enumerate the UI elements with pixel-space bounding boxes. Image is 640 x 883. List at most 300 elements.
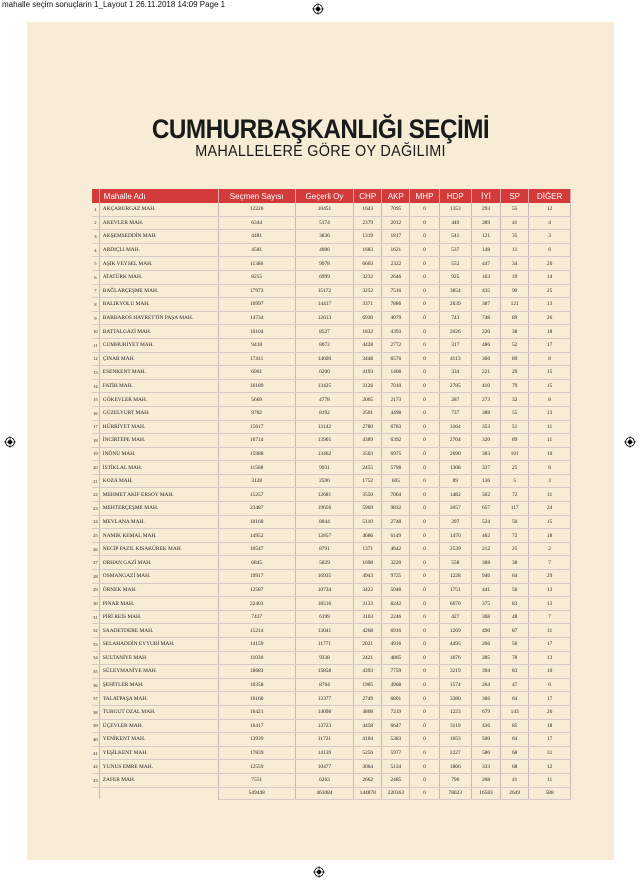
neighborhood-name: MEHMET AKİF ERSOY MAH. bbox=[99, 488, 218, 502]
table-cell: 264 bbox=[471, 678, 500, 692]
table-cell: 17839 bbox=[218, 746, 295, 760]
table-cell: 10547 bbox=[218, 542, 295, 556]
table-cell: 4581 bbox=[218, 243, 295, 257]
table-cell: 14098 bbox=[295, 705, 353, 719]
table-row bbox=[92, 270, 571, 284]
table-row bbox=[92, 284, 571, 298]
table-cell: 375 bbox=[471, 597, 500, 611]
total-cell: 2649 bbox=[501, 787, 529, 799]
table-cell: 0 bbox=[410, 610, 439, 624]
table-cell: 4642 bbox=[382, 542, 410, 556]
table-cell: 4498 bbox=[382, 406, 410, 420]
table-cell: 11 bbox=[529, 624, 571, 638]
table-cell: 25 bbox=[501, 542, 529, 556]
table-cell: 3128 bbox=[218, 474, 295, 488]
table-cell: 737 bbox=[439, 406, 471, 420]
table-cell: 8242 bbox=[382, 597, 410, 611]
table-cell: 15214 bbox=[218, 624, 295, 638]
table-cell: 4495 bbox=[439, 638, 471, 652]
table-cell: 17411 bbox=[218, 352, 295, 366]
table-cell: 6200 bbox=[295, 366, 353, 380]
table-cell: 6603 bbox=[354, 257, 382, 271]
table-cell: 2322 bbox=[382, 257, 410, 271]
table-cell: 6975 bbox=[382, 447, 410, 461]
table-cell: 18 bbox=[529, 325, 571, 339]
table-cell: 18 bbox=[529, 529, 571, 543]
neighborhood-name: YEŞİLKENT MAH. bbox=[99, 746, 218, 760]
table-cell: 0 bbox=[410, 678, 439, 692]
table-cell: 2704 bbox=[439, 434, 471, 448]
table-cell: 0 bbox=[410, 352, 439, 366]
table-cell: 6263 bbox=[295, 773, 353, 787]
row-number: 38 bbox=[92, 705, 99, 719]
table-row bbox=[92, 434, 571, 448]
table-cell: 26 bbox=[529, 705, 571, 719]
table-cell: 394 bbox=[471, 665, 500, 679]
table-cell: 9832 bbox=[382, 502, 410, 516]
table-cell: 19 bbox=[501, 270, 529, 284]
table-cell: 397 bbox=[439, 515, 471, 529]
neighborhood-name: İNCİRTEPE MAH. bbox=[99, 434, 218, 448]
neighborhood-name: YENİKENT MAH. bbox=[99, 733, 218, 747]
total-cell: 549448 bbox=[218, 787, 295, 799]
table-cell: 0 bbox=[410, 570, 439, 584]
table-cell: 41 bbox=[501, 216, 529, 230]
table-cell: 6783 bbox=[382, 420, 410, 434]
table-cell: 11 bbox=[529, 420, 571, 434]
table-cell: 748 bbox=[471, 311, 500, 325]
table-cell: 3064 bbox=[354, 760, 382, 774]
table-cell: 366 bbox=[471, 352, 500, 366]
neighborhood-name: ARDIÇLI MAH. bbox=[99, 243, 218, 257]
row-number: 11 bbox=[92, 338, 99, 352]
table-cell: 220 bbox=[471, 325, 500, 339]
table-cell: 101 bbox=[501, 447, 529, 461]
table-cell: 11721 bbox=[295, 733, 353, 747]
table-cell: 0 bbox=[410, 338, 439, 352]
table-cell: 1621 bbox=[382, 243, 410, 257]
table-cell: 3133 bbox=[354, 597, 382, 611]
row-number: 5 bbox=[92, 257, 99, 271]
table-cell: 4458 bbox=[354, 719, 382, 733]
row-number: 39 bbox=[92, 719, 99, 733]
table-cell: 427 bbox=[439, 610, 471, 624]
table-cell: 320 bbox=[471, 434, 500, 448]
table-cell: 580 bbox=[471, 746, 500, 760]
header-column: AKP bbox=[382, 189, 410, 203]
table-cell: 1308 bbox=[439, 461, 471, 475]
table-cell: 1676 bbox=[439, 651, 471, 665]
table-cell: 490 bbox=[471, 624, 500, 638]
table-cell: 0 bbox=[410, 298, 439, 312]
table-cell: 486 bbox=[471, 338, 500, 352]
table-cell: 83 bbox=[501, 597, 529, 611]
table-cell: 289 bbox=[471, 216, 500, 230]
table-cell: 5977 bbox=[382, 746, 410, 760]
table-cell: 0 bbox=[410, 488, 439, 502]
table-cell: 6 bbox=[529, 678, 571, 692]
table-cell: 8192 bbox=[295, 406, 353, 420]
table-cell: 13377 bbox=[295, 692, 353, 706]
table-cell: 4113 bbox=[439, 352, 471, 366]
table-cell: 16417 bbox=[218, 719, 295, 733]
table-cell: 13905 bbox=[295, 434, 353, 448]
table-cell: 10734 bbox=[295, 583, 353, 597]
table-cell: 2749 bbox=[354, 692, 382, 706]
table-cell: 2173 bbox=[382, 393, 410, 407]
table-cell: 3 bbox=[529, 230, 571, 244]
table-cell: 2662 bbox=[354, 773, 382, 787]
table-cell: 17 bbox=[529, 692, 571, 706]
table-cell: 0 bbox=[410, 230, 439, 244]
table-cell: 16714 bbox=[218, 434, 295, 448]
table-cell: 17 bbox=[529, 638, 571, 652]
row-number: 21 bbox=[92, 474, 99, 488]
row-number: 1 bbox=[92, 203, 99, 216]
table-cell: 605 bbox=[382, 474, 410, 488]
table-cell: 16189 bbox=[218, 379, 295, 393]
table-cell: 4808 bbox=[354, 705, 382, 719]
table-cell: 3503 bbox=[354, 447, 382, 461]
table-row bbox=[92, 624, 571, 638]
table-cell: 2485 bbox=[382, 773, 410, 787]
table-cell: 5110 bbox=[354, 515, 382, 529]
table-cell: 2501 bbox=[354, 406, 382, 420]
registration-mark-top-icon bbox=[312, 3, 324, 15]
table-cell: 266 bbox=[471, 638, 500, 652]
table-cell: 6392 bbox=[382, 434, 410, 448]
table-cell: 6916 bbox=[382, 624, 410, 638]
table-cell: 55 bbox=[501, 203, 529, 216]
table-cell: 4943 bbox=[354, 570, 382, 584]
table-cell: 6999 bbox=[295, 270, 353, 284]
table-cell: 26 bbox=[529, 311, 571, 325]
row-number: 32 bbox=[92, 624, 99, 638]
table-cell: 4481 bbox=[218, 230, 295, 244]
table-cell: 796 bbox=[439, 773, 471, 787]
row-number: 33 bbox=[92, 638, 99, 652]
registration-mark-bottom-icon bbox=[313, 866, 325, 878]
table-row bbox=[92, 705, 571, 719]
table-cell: 9978 bbox=[295, 257, 353, 271]
table-cell: 85 bbox=[501, 719, 529, 733]
table-cell: 121 bbox=[471, 230, 500, 244]
table-cell: 3220 bbox=[382, 556, 410, 570]
table-cell: 1817 bbox=[382, 230, 410, 244]
table-row bbox=[92, 243, 571, 257]
table-cell: 14417 bbox=[295, 298, 353, 312]
row-number: 24 bbox=[92, 515, 99, 529]
neighborhood-name: BARBAROS HAYRETTİN PAŞA MAH. bbox=[99, 311, 218, 325]
table-cell: 18 bbox=[529, 719, 571, 733]
table-cell: 502 bbox=[471, 488, 500, 502]
neighborhood-name: HÜRRİYET MAH. bbox=[99, 420, 218, 434]
table-cell: 657 bbox=[471, 502, 500, 516]
table-cell: 552 bbox=[439, 257, 471, 271]
table-cell: 38 bbox=[501, 325, 529, 339]
table-cell: 5969 bbox=[354, 502, 382, 516]
table-cell: 1683 bbox=[354, 243, 382, 257]
neighborhood-name: İSTİKLAL MAH. bbox=[99, 461, 218, 475]
table-cell: 6961 bbox=[218, 366, 295, 380]
table-cell: 2785 bbox=[439, 379, 471, 393]
table-cell: 7759 bbox=[382, 665, 410, 679]
neighborhood-name: AKEVLER MAH. bbox=[99, 216, 218, 230]
table-cell: 13462 bbox=[295, 447, 353, 461]
table-cell: 4389 bbox=[354, 434, 382, 448]
table-cell: 449 bbox=[439, 216, 471, 230]
table-cell: 3380 bbox=[439, 692, 471, 706]
table-row bbox=[92, 216, 571, 230]
table-cell: 0 bbox=[410, 542, 439, 556]
table-cell: 500 bbox=[471, 733, 500, 747]
table-cell: 64 bbox=[501, 570, 529, 584]
table-row bbox=[92, 311, 571, 325]
registration-mark-right-icon bbox=[624, 436, 636, 448]
table-cell: 4393 bbox=[354, 665, 382, 679]
neighborhood-name: AŞIK VEYSEL MAH. bbox=[99, 257, 218, 271]
table-cell: 8255 bbox=[218, 270, 295, 284]
neighborhood-name: ÖRNEK MAH. bbox=[99, 583, 218, 597]
table-cell: 6199 bbox=[295, 610, 353, 624]
table-cell: 0 bbox=[410, 447, 439, 461]
table-cell: 308 bbox=[471, 556, 500, 570]
table-cell: 4968 bbox=[382, 678, 410, 692]
registration-mark-left-icon bbox=[4, 436, 16, 448]
table-cell: 11568 bbox=[218, 461, 295, 475]
table-row bbox=[92, 298, 571, 312]
table-row bbox=[92, 651, 571, 665]
table-cell: 441 bbox=[471, 583, 500, 597]
table-cell: 2772 bbox=[382, 338, 410, 352]
table-cell: 5798 bbox=[382, 461, 410, 475]
table-cell: 353 bbox=[471, 420, 500, 434]
table-cell: 25 bbox=[529, 284, 571, 298]
table-cell: 3854 bbox=[439, 284, 471, 298]
table-cell: 6149 bbox=[382, 529, 410, 543]
table-cell: 5829 bbox=[295, 556, 353, 570]
table-row bbox=[92, 352, 571, 366]
table-cell: 2026 bbox=[439, 325, 471, 339]
table-cell: 0 bbox=[410, 773, 439, 787]
table-cell: 524 bbox=[471, 515, 500, 529]
neighborhood-name: BALIKYOLU MAH. bbox=[99, 298, 218, 312]
neighborhood-name: ESENKENT MAH. bbox=[99, 366, 218, 380]
table-cell: 19656 bbox=[295, 502, 353, 516]
table-cell: 3550 bbox=[354, 488, 382, 502]
table-cell: 2005 bbox=[354, 393, 382, 407]
row-number: 4 bbox=[92, 243, 99, 257]
table-cell: 12681 bbox=[295, 488, 353, 502]
table-cell: 6576 bbox=[382, 352, 410, 366]
header-column: SP bbox=[501, 189, 529, 203]
page-subtitle: MAHALLELERE GÖRE OY DAĞILIMI bbox=[195, 143, 446, 160]
total-cell: 144878 bbox=[354, 787, 382, 799]
table-cell: 15 bbox=[529, 515, 571, 529]
table-cell: 558 bbox=[439, 556, 471, 570]
table-cell: 12226 bbox=[218, 203, 295, 216]
table-cell: 0 bbox=[410, 746, 439, 760]
table-cell: 13041 bbox=[295, 624, 353, 638]
table-cell: 4104 bbox=[354, 733, 382, 747]
table-row bbox=[92, 515, 571, 529]
row-number: 19 bbox=[92, 447, 99, 461]
table-cell: 8 bbox=[529, 461, 571, 475]
totals-spacer bbox=[99, 787, 218, 799]
header-column: HDP bbox=[439, 189, 471, 203]
table-cell: 9782 bbox=[218, 406, 295, 420]
table-cell: 7095 bbox=[382, 203, 410, 216]
row-number: 43 bbox=[92, 773, 99, 787]
table-cell: 5 bbox=[501, 474, 529, 488]
table-cell: 4916 bbox=[382, 638, 410, 652]
table-cell: 2012 bbox=[382, 216, 410, 230]
table-cell: 0 bbox=[410, 651, 439, 665]
table-cell: 34 bbox=[501, 257, 529, 271]
table-cell: 0 bbox=[410, 529, 439, 543]
table-cell: 0 bbox=[410, 624, 439, 638]
table-row bbox=[92, 379, 571, 393]
table-row bbox=[92, 773, 571, 787]
table-cell: 13723 bbox=[295, 719, 353, 733]
table-row bbox=[92, 488, 571, 502]
table-cell: 24 bbox=[529, 502, 571, 516]
table-cell: 4079 bbox=[382, 311, 410, 325]
table-cell: 10 bbox=[529, 447, 571, 461]
table-cell: 4686 bbox=[354, 529, 382, 543]
table-row bbox=[92, 461, 571, 475]
table-cell: 0 bbox=[410, 583, 439, 597]
table-cell: 2639 bbox=[439, 298, 471, 312]
table-cell: 293 bbox=[471, 203, 500, 216]
table-cell: 1866 bbox=[439, 760, 471, 774]
table-cell: 273 bbox=[471, 393, 500, 407]
table-cell: 1832 bbox=[354, 325, 382, 339]
table-cell: 1470 bbox=[439, 529, 471, 543]
table-cell: 3252 bbox=[354, 284, 382, 298]
table-row bbox=[92, 583, 571, 597]
print-header: mahalle seçim sonuçlarin 1_Layout 1 26.11.2018 14:09 Page 1 bbox=[2, 0, 226, 9]
table-cell: 1752 bbox=[354, 474, 382, 488]
neighborhood-name: NECİP FAZIL KISAKÜREK MAH. bbox=[99, 542, 218, 556]
table-cell: 143 bbox=[501, 705, 529, 719]
neighborhood-name: ATATÜRK MAH. bbox=[99, 270, 218, 284]
table-cell: 0 bbox=[410, 665, 439, 679]
table-cell: 946 bbox=[471, 570, 500, 584]
table-cell: 5134 bbox=[382, 760, 410, 774]
document-page bbox=[27, 22, 614, 860]
table-cell: 0 bbox=[410, 325, 439, 339]
table-cell: 7516 bbox=[382, 284, 410, 298]
totals-spacer bbox=[92, 787, 99, 799]
row-number: 22 bbox=[92, 488, 99, 502]
table-cell: 3232 bbox=[354, 270, 382, 284]
table-cell: 25 bbox=[501, 461, 529, 475]
table-cell: 368 bbox=[471, 610, 500, 624]
table-cell: 3836 bbox=[295, 230, 353, 244]
header-column: Seçmen Sayısı bbox=[218, 189, 295, 203]
table-row bbox=[92, 325, 571, 339]
table-cell: 5048 bbox=[382, 583, 410, 597]
table-cell: 83 bbox=[501, 665, 529, 679]
table-cell: 15172 bbox=[295, 284, 353, 298]
neighborhood-name: AKŞEMSEDDİN MAH. bbox=[99, 230, 218, 244]
header-column: Geçerli Oy bbox=[295, 189, 353, 203]
table-cell: 541 bbox=[439, 230, 471, 244]
table-cell: 4428 bbox=[354, 338, 382, 352]
table-cell: 13 bbox=[529, 406, 571, 420]
table-cell: 3219 bbox=[439, 665, 471, 679]
row-number: 34 bbox=[92, 651, 99, 665]
table-row bbox=[92, 556, 571, 570]
table-cell: 10 bbox=[529, 665, 571, 679]
neighborhood-name: İNÖNÜ MAH. bbox=[99, 447, 218, 461]
table-cell: 1353 bbox=[439, 203, 471, 216]
row-number: 27 bbox=[92, 556, 99, 570]
row-number: 10 bbox=[92, 325, 99, 339]
table-cell: 15257 bbox=[218, 488, 295, 502]
neighborhood-name: BATTALGAZİ MAH. bbox=[99, 325, 218, 339]
table-cell: 12613 bbox=[295, 311, 353, 325]
table-cell: 6801 bbox=[382, 692, 410, 706]
table-cell: 317 bbox=[439, 338, 471, 352]
table-cell: 13 bbox=[529, 651, 571, 665]
neighborhood-name: NAMIK KEMAL MAH. bbox=[99, 529, 218, 543]
table-cell: 41 bbox=[501, 773, 529, 787]
neighborhood-name: TURGUT OZAL MAH. bbox=[99, 705, 218, 719]
table-cell: 56 bbox=[501, 583, 529, 597]
table-cell: 14952 bbox=[218, 529, 295, 543]
total-cell: 463084 bbox=[295, 787, 353, 799]
table-cell: 1751 bbox=[439, 583, 471, 597]
neighborhood-name: PINAR MAH. bbox=[99, 597, 218, 611]
table-cell: 89 bbox=[439, 474, 471, 488]
table-cell: 3448 bbox=[354, 352, 382, 366]
table-cell: 2 bbox=[529, 542, 571, 556]
table-cell: 0 bbox=[410, 597, 439, 611]
table-cell: 383 bbox=[471, 447, 500, 461]
neighborhood-name: SÜLEYMANİYE MAH. bbox=[99, 665, 218, 679]
row-number: 9 bbox=[92, 311, 99, 325]
table-cell: 2780 bbox=[354, 420, 382, 434]
table-cell: 72 bbox=[501, 529, 529, 543]
table-cell: 7 bbox=[529, 556, 571, 570]
table-cell: 537 bbox=[439, 243, 471, 257]
table-cell: 743 bbox=[439, 311, 471, 325]
table-cell: 8 bbox=[529, 352, 571, 366]
table-row bbox=[92, 406, 571, 420]
table-row bbox=[92, 542, 571, 556]
table-cell: 0 bbox=[410, 461, 439, 475]
table-cell: 15 bbox=[529, 366, 571, 380]
table-cell: 64 bbox=[501, 733, 529, 747]
table-cell: 5174 bbox=[295, 216, 353, 230]
row-number: 29 bbox=[92, 583, 99, 597]
neighborhood-name: BAĞLARÇEŞME MAH. bbox=[99, 284, 218, 298]
table-header-row bbox=[92, 189, 571, 203]
table-cell: 22403 bbox=[218, 597, 295, 611]
table-cell: 16997 bbox=[218, 298, 295, 312]
table-cell: 0 bbox=[410, 406, 439, 420]
table-cell: 268 bbox=[471, 773, 500, 787]
row-number: 28 bbox=[92, 570, 99, 584]
table-cell: 13 bbox=[529, 583, 571, 597]
table-cell: 89 bbox=[501, 352, 529, 366]
table-cell: 79 bbox=[501, 379, 529, 393]
table-cell: 16421 bbox=[218, 705, 295, 719]
header-number bbox=[92, 189, 99, 203]
table-cell: 1269 bbox=[439, 624, 471, 638]
